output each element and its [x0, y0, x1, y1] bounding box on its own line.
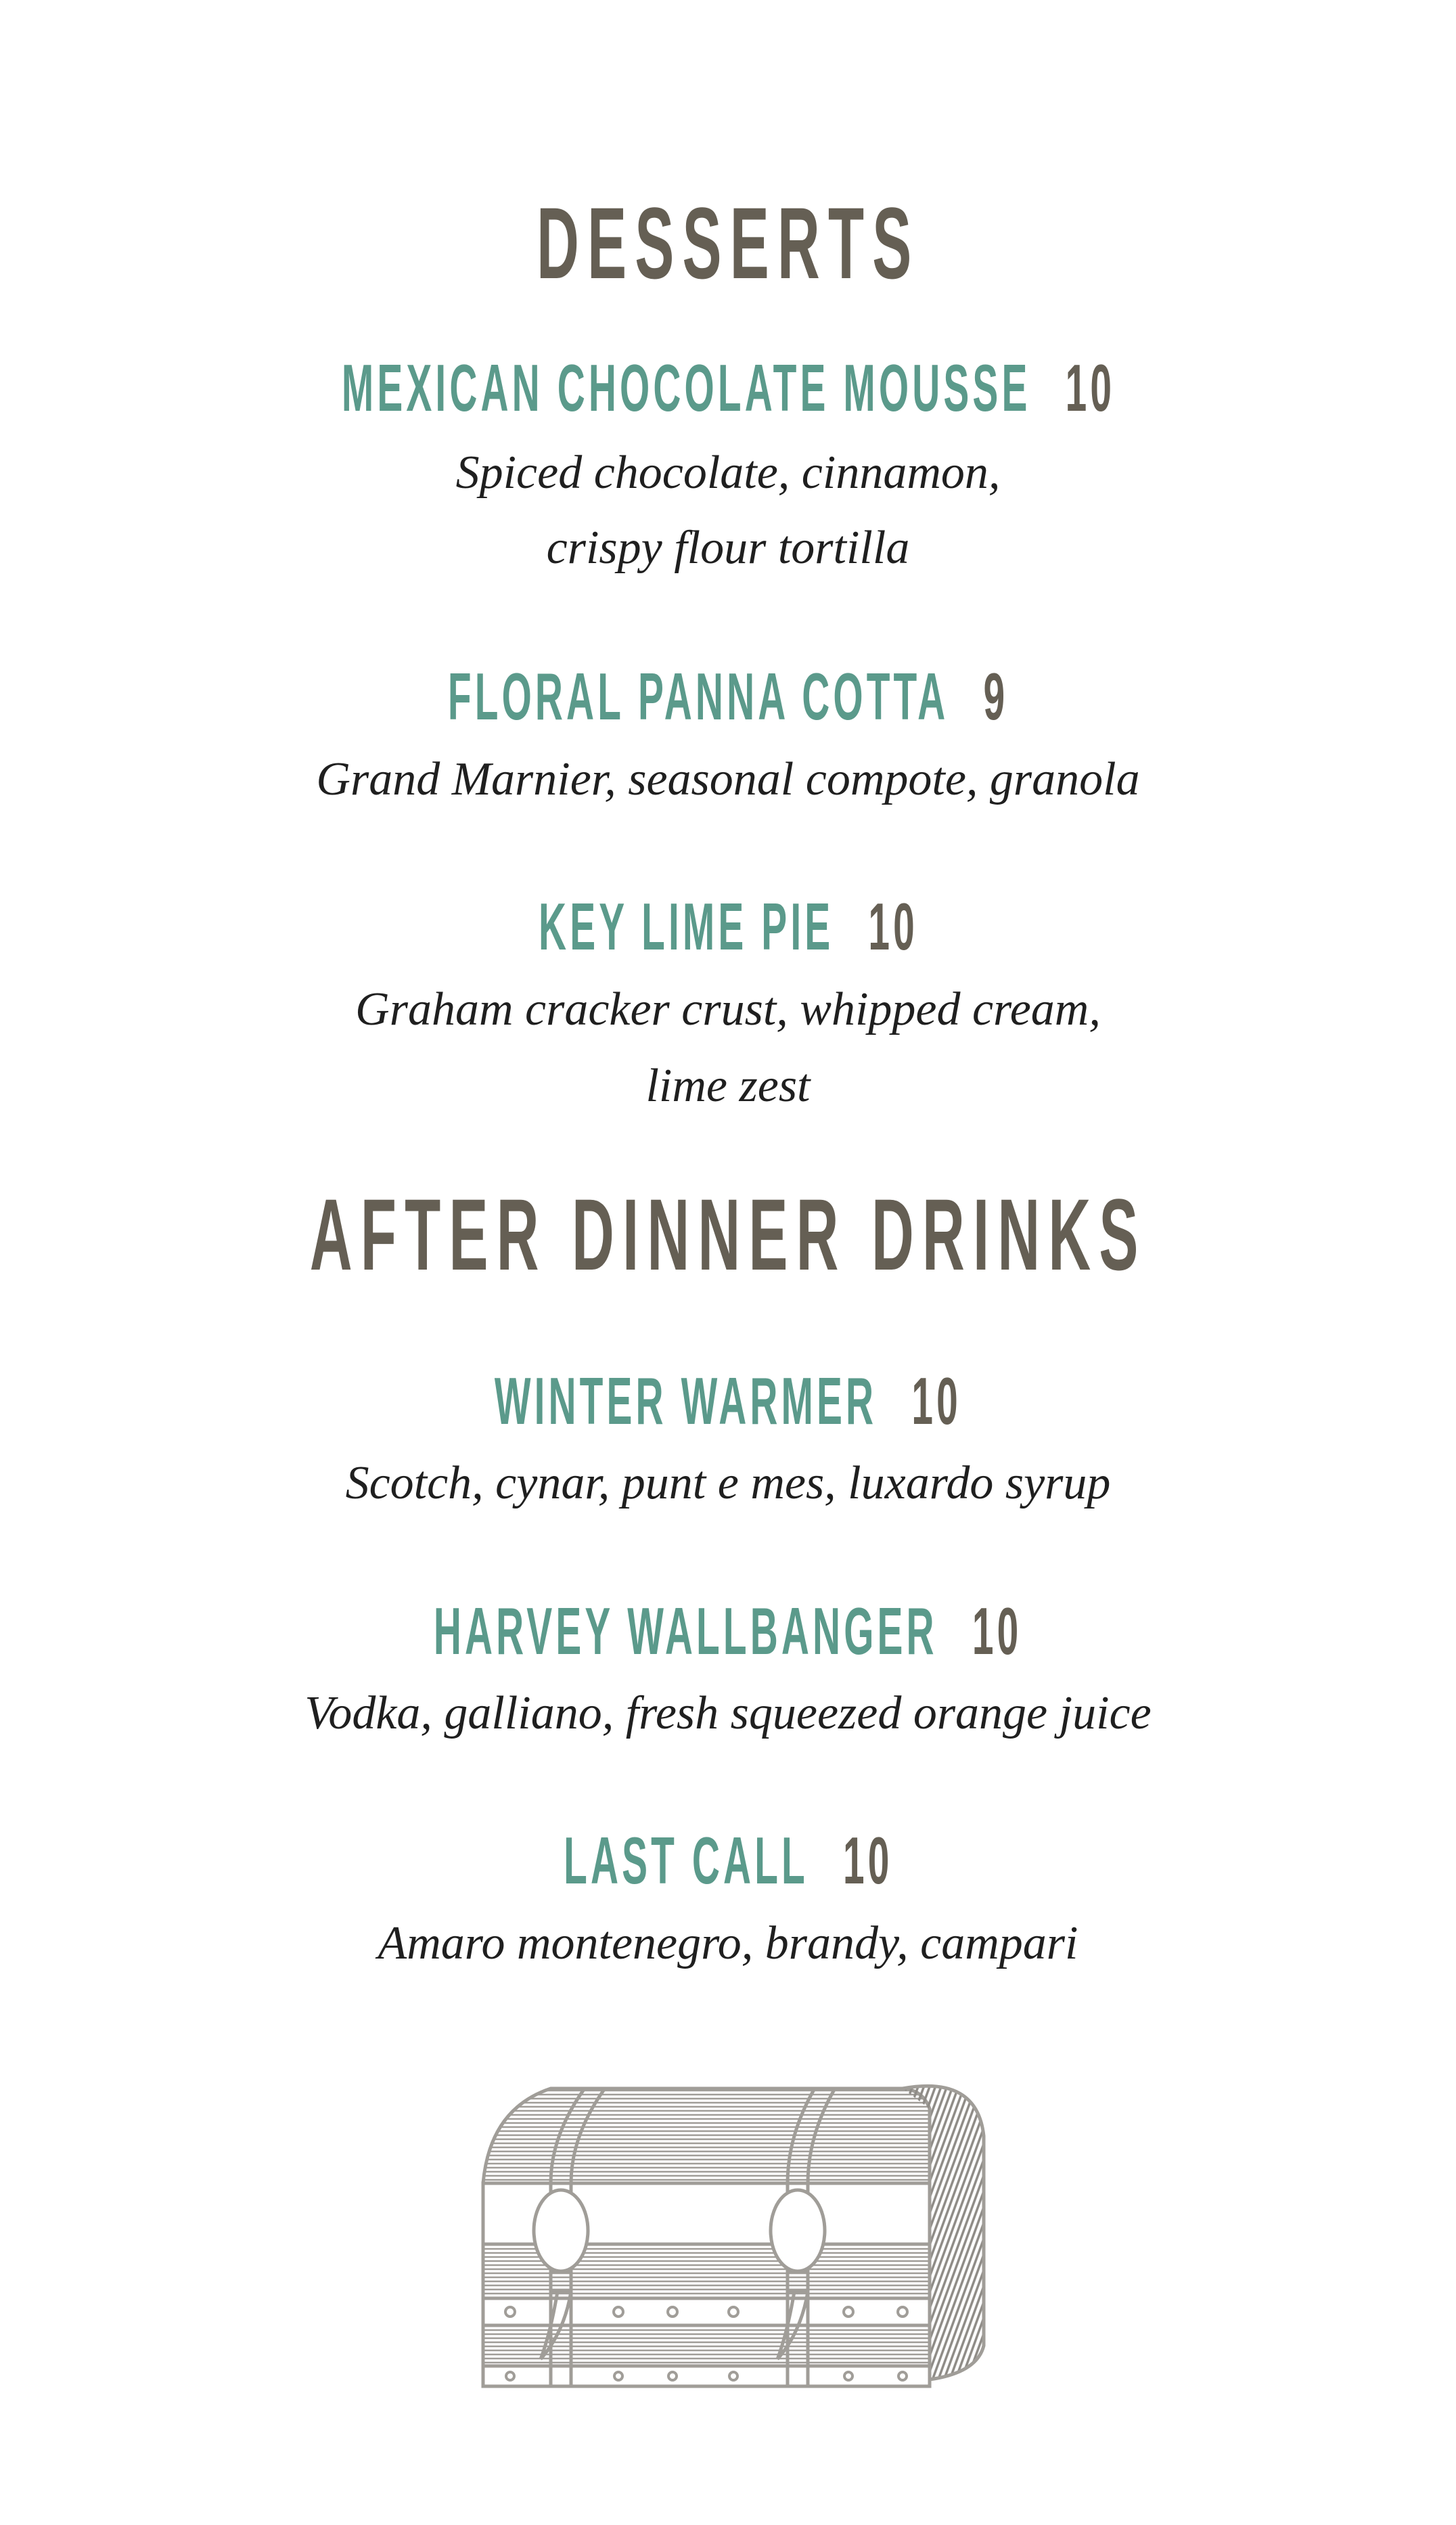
section-title-desserts — [0, 186, 1456, 300]
item-description: Spiced chocolate, cinnamon, — [455, 447, 1001, 499]
item-name: KEY LIME PIE — [538, 889, 834, 964]
item-description: Grand Marnier, seasonal compote, granola — [316, 753, 1140, 805]
item-price: 10 — [842, 1823, 893, 1898]
menu-item-name-row — [0, 1594, 1456, 1668]
item-description: crispy flour tortilla — [546, 522, 910, 574]
vintage-trunk-icon — [463, 2048, 993, 2404]
menu-item-name-row — [0, 1364, 1456, 1438]
item-description: Amaro montenegro, brandy, campari — [378, 1917, 1078, 1969]
item-description: Vodka, galliano, fresh squeezed orange juice — [304, 1687, 1152, 1739]
item-name: HARVEY WALLBANGER — [434, 1594, 938, 1668]
item-description: Graham cracker crust, whipped cream, — [355, 983, 1101, 1035]
section-title-text: AFTER DINNER DRINKS — [309, 1178, 1147, 1291]
menu-item-name-row — [0, 889, 1456, 964]
item-price: 10 — [911, 1364, 961, 1438]
item-name: MEXICAN CHOCOLATE MOUSSE — [341, 351, 1030, 425]
item-name: FLORAL PANNA COTTA — [447, 659, 949, 734]
item-name: LAST CALL — [563, 1823, 809, 1898]
item-description: Scotch, cynar, punt e mes, luxardo syrup — [345, 1457, 1111, 1509]
menu-item-name-row — [0, 351, 1456, 425]
section-title-after-dinner-drinks — [0, 1180, 1456, 1289]
item-description: lime zest — [645, 1060, 811, 1112]
item-name: WINTER WARMER — [494, 1364, 878, 1438]
item-price: 9 — [983, 659, 1009, 734]
item-price: 10 — [867, 889, 918, 964]
menu-item-name-row — [0, 659, 1456, 734]
item-price: 10 — [1065, 351, 1115, 425]
item-price: 10 — [972, 1594, 1022, 1668]
section-title-text: DESSERTS — [536, 186, 920, 300]
menu-item-name-row — [0, 1823, 1456, 1898]
